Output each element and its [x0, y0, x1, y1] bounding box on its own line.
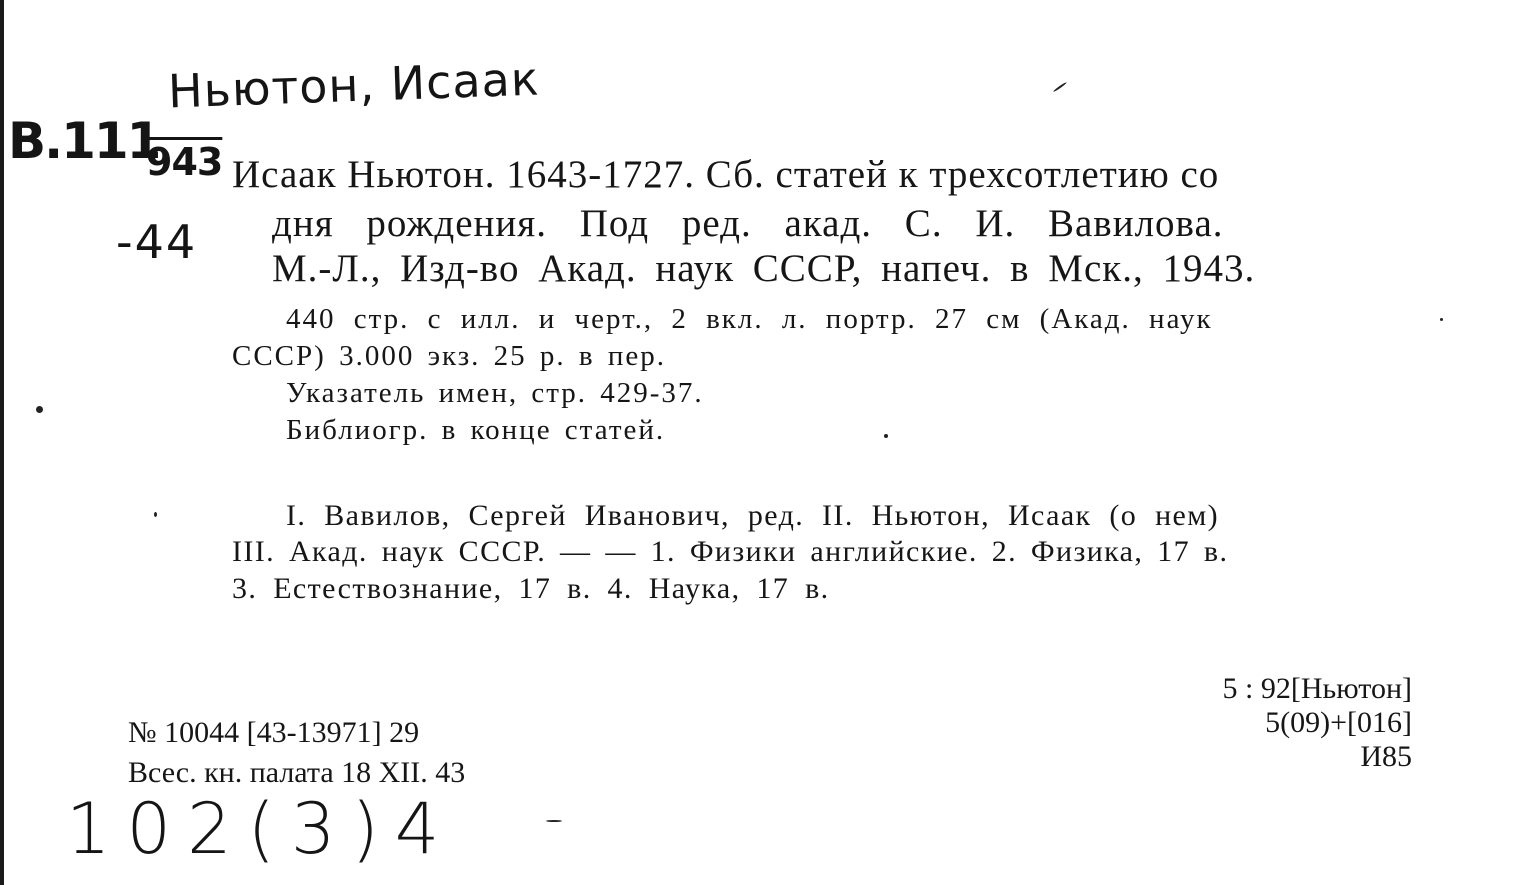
scan-speck: [154, 512, 157, 517]
handwritten-author-heading: Ньютон, Исаак: [167, 51, 541, 119]
handwritten-bottom-number: 102(3)4: [66, 788, 456, 870]
note-index: Указатель имен, стр. 429-37.: [286, 377, 704, 409]
title-line-3: М.-Л., Изд-во Акад. наук СССР, напеч. в Мск., 1943.: [272, 247, 1256, 290]
physical-description-line-1: 440 стр. с илл. и черт., 2 вкл. л. портр. 27 см (Акад. наук: [286, 303, 1213, 335]
scan-speck: [546, 820, 562, 822]
title-line-2: дня рождения. Под ред. акад. С. И. Вавилова.: [272, 202, 1224, 245]
handwritten-year-suffix: -44: [116, 215, 198, 269]
scan-speck: [36, 406, 43, 413]
classification-line-3: И85: [1360, 740, 1412, 773]
handwritten-shelf-mark: В.111: [8, 112, 160, 170]
tracings-line-1: I. Вавилов, Сергей Иванович, ред. II. Ньютон, Исаак (о нем): [286, 499, 1220, 532]
physical-description-line-2: СССР) 3.000 экз. 25 р. в пер.: [232, 340, 667, 372]
note-bibliography: Библиогр. в конце статей.: [286, 414, 666, 446]
record-number: № 10044 [43-13971] 29: [128, 716, 420, 749]
tracings-line-2: III. Акад. наук СССР. — — 1. Физики английские. 2. Физика, 17 в.: [232, 535, 1229, 568]
handwritten-number: 943: [146, 140, 223, 184]
scan-speck: [1053, 82, 1067, 93]
card-left-edge: [0, 0, 4, 885]
title-line-1: Исаак Ньютон. 1643-1727. Сб. статей к трехсотлетию со: [232, 153, 1220, 196]
book-chamber: Всес. кн. палата 18 XII. 43: [128, 756, 466, 789]
tracings-line-3: 3. Естествознание, 17 в. 4. Наука, 17 в.: [232, 572, 830, 605]
scan-speck: [1440, 318, 1443, 321]
classification-line-2: 5(09)+[016]: [1265, 706, 1412, 739]
scan-speck: [884, 434, 888, 438]
classification-line-1: 5 : 92[Ньютон]: [1222, 672, 1412, 705]
